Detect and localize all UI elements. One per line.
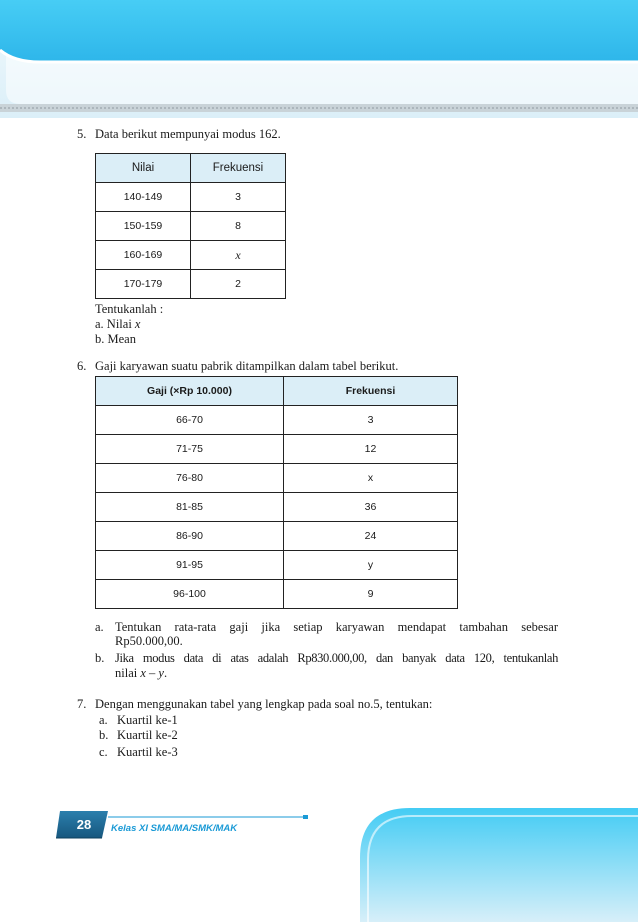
- q5-instruction: Tentukanlah :: [95, 302, 164, 316]
- table-cell: 81-85: [96, 493, 284, 522]
- q6-part-b-suffix: .: [163, 666, 168, 680]
- table-header-row: [96, 154, 286, 183]
- q7-part-a-text: Kuartil ke-1: [117, 713, 178, 727]
- q6-part-a-text: Tentukan rata-rata gaji jika setiap karyawan mendapat tambahan sebesar: [115, 620, 558, 634]
- table-cell: 170-179: [96, 270, 191, 299]
- q6-table: [95, 376, 458, 609]
- q6-part-b-label: b.: [95, 651, 105, 665]
- q5-text: Data berikut mempunyai modus 162.: [95, 127, 281, 141]
- table-header-cell: Nilai: [96, 154, 191, 183]
- table-row: [96, 551, 458, 580]
- table-cell: 36: [284, 493, 458, 522]
- table-cell: 12: [284, 435, 458, 464]
- table-row: [96, 522, 458, 551]
- q6-part-a-label: a.: [95, 620, 104, 634]
- table-row: [96, 493, 458, 522]
- table-cell: 91-95: [96, 551, 284, 580]
- table-row: [96, 580, 458, 609]
- table-cell: 160-169: [96, 241, 191, 270]
- q5-part-b: b. Mean: [95, 332, 136, 346]
- table-cell: 76-80: [96, 464, 284, 493]
- table-cell: 66-70: [96, 406, 284, 435]
- table-row: [96, 183, 286, 212]
- q6-part-b-expr: x – y: [140, 666, 164, 680]
- q5-part-a-var: x: [134, 317, 141, 331]
- table-header-cell: Frekuensi: [191, 154, 286, 183]
- table-cell: y: [284, 551, 458, 580]
- q7-text: Dengan menggunakan tabel yang lengkap pada soal no.5, tentukan:: [95, 697, 433, 711]
- table-row: [96, 241, 286, 270]
- header-banner: [0, 0, 638, 118]
- table-cell: x: [191, 241, 286, 270]
- q7-part-a-label: a.: [99, 713, 108, 727]
- table-header-row: [96, 377, 458, 406]
- table-cell: 96-100: [96, 580, 284, 609]
- table-row: [96, 212, 286, 241]
- table-row: [96, 464, 458, 493]
- table-header-cell: Frekuensi: [284, 377, 458, 406]
- q5-number: 5.: [77, 127, 87, 141]
- table-cell: 3: [191, 183, 286, 212]
- q6-part-b-line1: [115, 651, 558, 666]
- q6-number: 6.: [77, 359, 87, 373]
- q7-part-c-text: Kuartil ke-3: [117, 745, 178, 759]
- q6-part-a-line2: Rp50.000,00.: [115, 634, 183, 648]
- table-cell: 9: [284, 580, 458, 609]
- q6-part-b-prefix: nilai: [115, 666, 141, 680]
- table-row: [96, 435, 458, 464]
- table-cell: 24: [284, 522, 458, 551]
- q6-part-b-line2: [115, 666, 167, 681]
- q5-table: [95, 153, 286, 299]
- table-cell: 8: [191, 212, 286, 241]
- table-row: [96, 406, 458, 435]
- footer-book-title: Kelas XI SMA/MA/SMK/MAK: [111, 823, 238, 834]
- q7-number: 7.: [77, 697, 87, 711]
- table-cell: 71-75: [96, 435, 284, 464]
- table-cell: 150-159: [96, 212, 191, 241]
- table-cell: x: [284, 464, 458, 493]
- q6-part-a-line1: [115, 620, 558, 635]
- table-row: [96, 270, 286, 299]
- q6-part-b-text: Jika modus data di atas adalah Rp830.000,00, dan banyak data 120, tentukanlah: [115, 651, 558, 665]
- q5-part-a-label: a. Nilai: [95, 317, 135, 331]
- q7-part-c-label: c.: [99, 745, 108, 759]
- page-number: 28: [76, 817, 92, 832]
- q5-part-a: [95, 317, 140, 332]
- q6-text: Gaji karyawan suatu pabrik ditampilkan dalam tabel berikut.: [95, 359, 399, 373]
- table-cell: 2: [191, 270, 286, 299]
- q7-part-b-text: Kuartil ke-2: [117, 728, 178, 742]
- q7-part-b-label: b.: [99, 728, 109, 742]
- table-cell: 86-90: [96, 522, 284, 551]
- table-cell: 140-149: [96, 183, 191, 212]
- table-cell: 3: [284, 406, 458, 435]
- table-header-cell: Gaji (×Rp 10.000): [96, 377, 284, 406]
